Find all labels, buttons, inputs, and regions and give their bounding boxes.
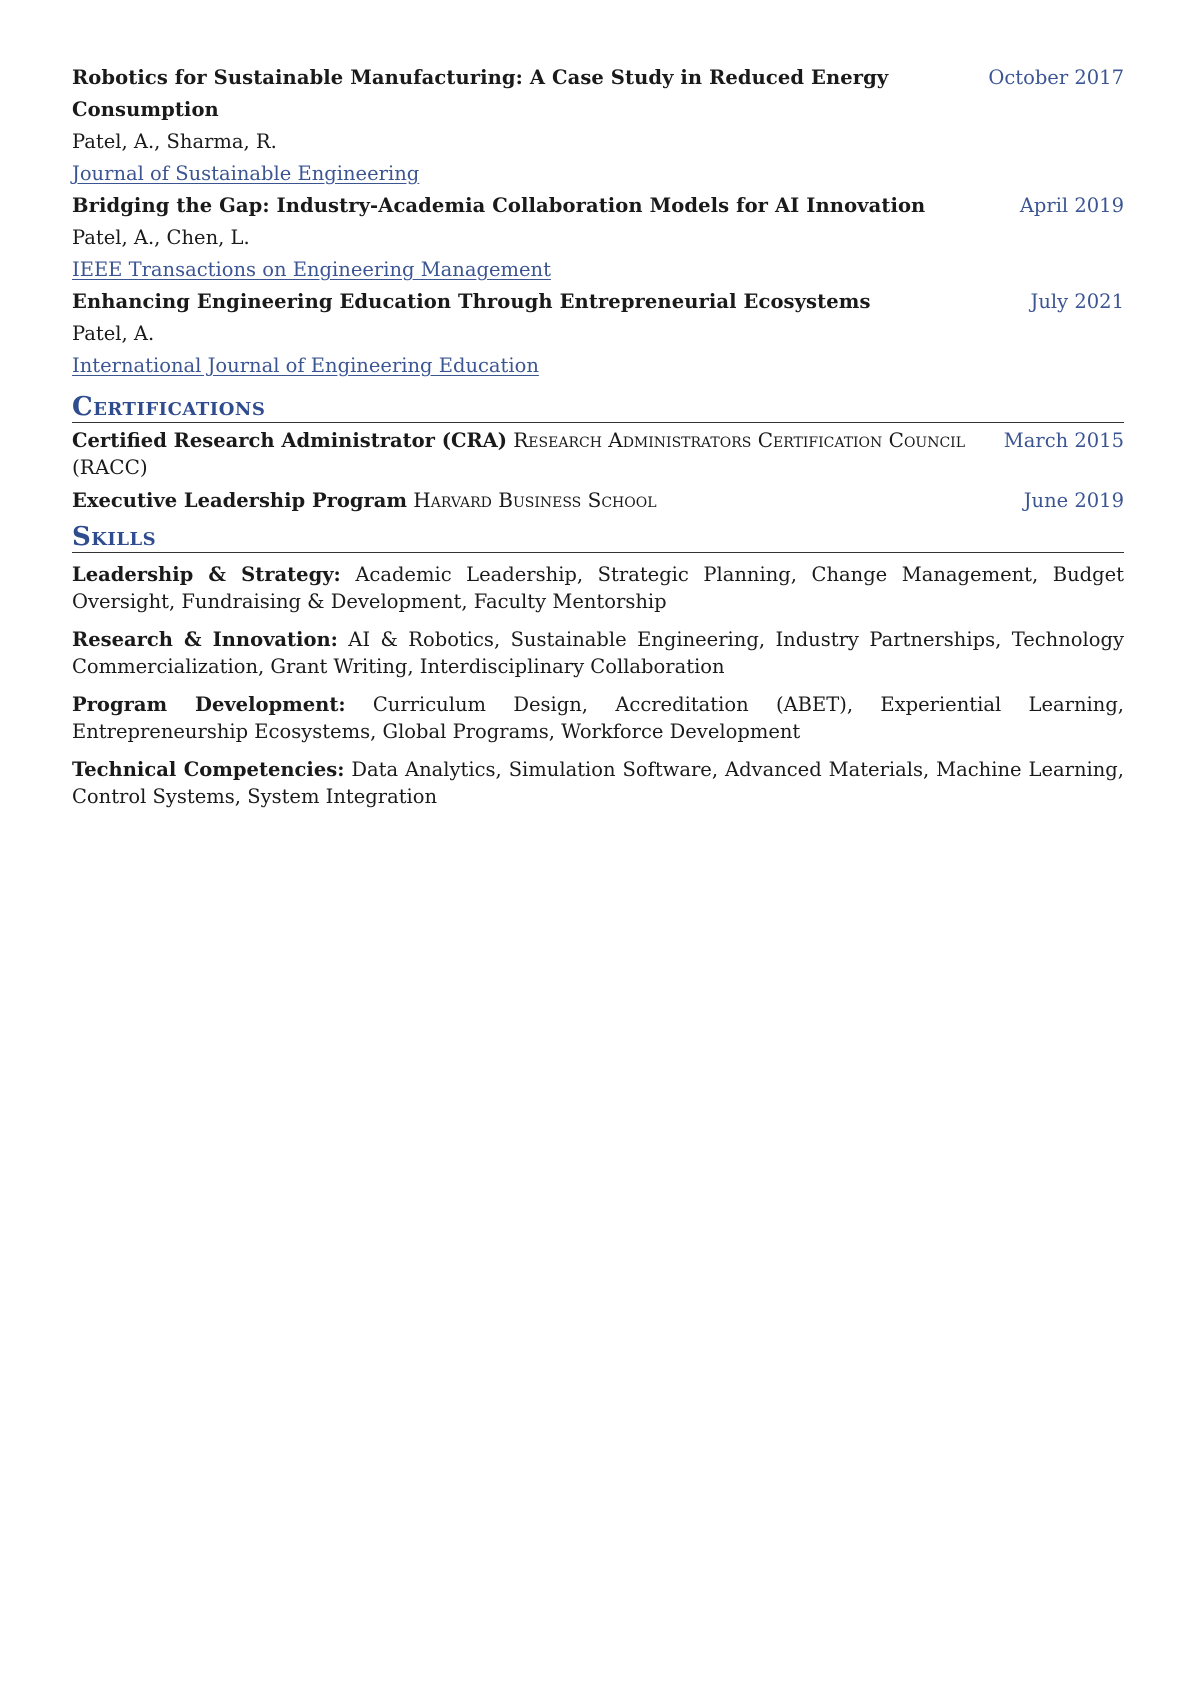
publication-title: Enhancing Engineering Education Through Entrepreneurial Ecosystems	[72, 290, 871, 313]
publication-venue-link[interactable]: International Journal of Engineering Education	[72, 354, 539, 377]
skill-text: AI & Robotics, Sustainable Engineering, Industry Partnerships, Technology Commercialization, Grant Writing, Interdisciplinary Collaboration	[72, 628, 1125, 678]
certification-name: Certified Research Administrator (CRA)	[72, 429, 508, 452]
skill-label: Research & Innovation:	[72, 628, 338, 651]
publication-header	[72, 62, 1124, 126]
publication-venue-link[interactable]: IEEE Transactions on Engineering Management	[72, 258, 551, 281]
certification-name: Executive Leadership Program	[72, 489, 408, 512]
certifications-heading: Certifications	[72, 392, 1124, 423]
publication-entry	[72, 62, 1124, 190]
certification-date: March 2015	[1003, 429, 1124, 452]
skills-heading: Skills	[72, 522, 1124, 553]
certification-text	[72, 427, 988, 481]
resume-page	[72, 62, 1124, 821]
skills-list	[72, 561, 1124, 810]
skill-text: Curriculum Design, Accreditation (ABET), Experiential Learning, Entrepreneurship Ecosystems, Global Programs, Workforce Development	[72, 693, 1125, 743]
certification-text	[72, 487, 1008, 514]
publication-date: October 2017	[988, 66, 1124, 89]
publication-date: July 2021	[1030, 290, 1124, 313]
certification-org: Harvard Business School	[413, 488, 657, 512]
skill-text: Academic Leadership, Strategic Planning, Change Management, Budget Oversight, Fundraising & Development, Faculty Mentorship	[72, 563, 1124, 613]
publication-entry	[72, 286, 1124, 382]
certification-date: June 2019	[1023, 489, 1124, 512]
skill-text: Data Analytics, Simulation Software, Advanced Materials, Machine Learning, Control Systems, System Integration	[72, 758, 1124, 808]
publication-authors: Patel, A., Chen, L.	[72, 226, 250, 249]
skill-label: Program Development:	[72, 693, 346, 716]
certification-entry	[72, 487, 1124, 514]
skill-item	[72, 561, 1124, 615]
skill-label: Technical Competencies:	[72, 758, 345, 781]
publication-entry	[72, 190, 1124, 286]
skill-label: Leadership & Strategy:	[72, 563, 341, 586]
publication-date: April 2019	[1019, 194, 1124, 217]
publication-authors: Patel, A.	[72, 322, 155, 345]
publication-header	[72, 190, 1124, 222]
certification-org: Research Administrators Certification Council (RACC)	[72, 428, 966, 479]
publication-title: Bridging the Gap: Industry-Academia Collaboration Models for AI Innovation	[72, 194, 926, 217]
certification-entry	[72, 427, 1124, 481]
publication-venue-link[interactable]: Journal of Sustainable Engineering	[72, 162, 420, 185]
skill-item	[72, 691, 1124, 745]
publication-authors: Patel, A., Sharma, R.	[72, 130, 277, 153]
skill-item	[72, 756, 1124, 810]
publication-header	[72, 286, 1124, 318]
publication-title: Robotics for Sustainable Manufacturing: A Case Study in Reduced Energy Consumption	[72, 66, 889, 121]
skill-item	[72, 626, 1124, 680]
